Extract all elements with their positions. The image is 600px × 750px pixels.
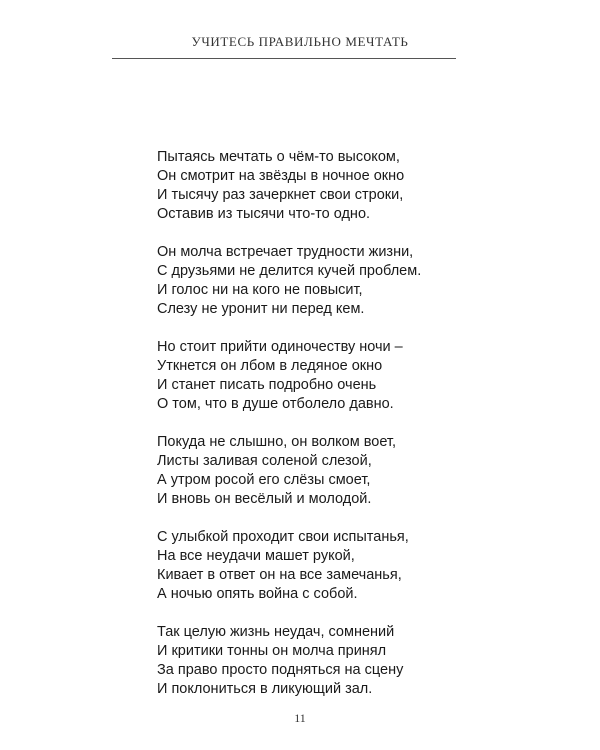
poem-line: И голос ни на кого не повысит, (157, 282, 363, 298)
poem-line: И тысячу раз зачеркнет свои строки, (157, 187, 404, 203)
poem-line: А утром росой его слёзы смоет, (157, 472, 371, 488)
poem-line: И станет писать подробно очень (157, 377, 377, 393)
poem-line: Кивает в ответ он на все замечанья, (157, 567, 402, 583)
poem-line: Он молча встречает трудности жизни, (157, 244, 414, 260)
page-number: 11 (294, 711, 306, 725)
poem-line: Листы заливая соленой слезой, (157, 453, 372, 469)
poem-line: За право просто подняться на сцену (157, 662, 404, 678)
poem-line: О том, что в душе отболело давно. (157, 396, 394, 412)
stanza-6 (157, 623, 457, 699)
stanza-5 (157, 528, 457, 604)
poem-line: Покуда не слышно, он волком воет, (157, 434, 396, 450)
stanza-1 (157, 148, 457, 224)
poem-line: С друзьями не делится кучей проблем. (157, 263, 422, 279)
poem-line: И критики тонны он молча принял (157, 643, 387, 659)
poem-line: И вновь он весёлый и молодой. (157, 491, 372, 507)
running-head-title: УЧИТЕСЬ ПРАВИЛЬНО МЕЧТАТЬ (191, 34, 409, 49)
stanza-4 (157, 433, 457, 509)
poem-line: Слезу не уронит ни перед кем. (157, 301, 365, 317)
poem-line: Оставив из тысячи что-то одно. (157, 206, 371, 222)
poem-line: С улыбкой проходит свои испытанья, (157, 529, 409, 545)
stanza-3 (157, 338, 457, 414)
poem-line: Уткнется он лбом в ледяное окно (157, 358, 383, 374)
header-rule (112, 58, 456, 59)
poem-body (157, 148, 457, 718)
poem-line: Пытаясь мечтать о чём-то высоком, (157, 149, 400, 165)
poem-line: Он смотрит на звёзды в ночное окно (157, 168, 405, 184)
poem-line: Но стоит прийти одиночеству ночи – (157, 339, 403, 355)
poem-line: А ночью опять война с собой. (157, 586, 358, 602)
poem-line: И поклониться в ликующий зал. (157, 681, 373, 697)
poem-line: На все неудачи машет рукой, (157, 548, 355, 564)
stanza-2 (157, 243, 457, 319)
poem-line: Так целую жизнь неудач, сомнений (157, 624, 395, 640)
